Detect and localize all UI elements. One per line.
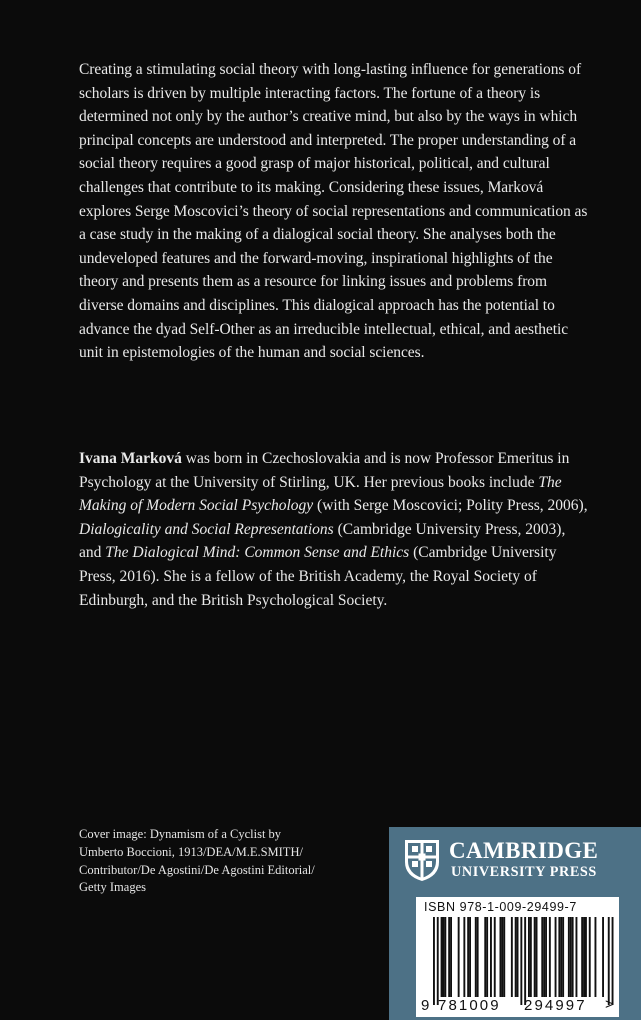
isbn-barcode bbox=[416, 897, 619, 1017]
barcode-bar bbox=[448, 917, 450, 997]
book-title-3: The Dialogical Mind: Common Sense and Ethics bbox=[105, 544, 410, 562]
book-blurb: Creating a stimulating social theory with long-lasting influence for generations of scholars is driven by multiple interacting factors. The fortune of a theory is determined not only by the author’s creative mind, but also by the ways in which principal concepts are understood and interpreted. The proper understanding of a social theory requires a good grasp of major historical, political, and cultural challenges that contribute to its making. Considering these issues, Marková explores Serge Moscovici’s theory of social representations and communication as a case study in the making of a dialogical social theory. She analyses both the undeveloped features and the forward-moving, inspirational highlights of the theory and presents them as a resource for linking issues and problems from diverse domains and disciplines. This dialogical approach has the potential to advance the dyad Self-Other as an irreducible intellectual, ethical, and aesthetic unit in epistemologies of the human and social sciences. bbox=[79, 61, 588, 362]
publisher-name: CAMBRIDGE bbox=[449, 838, 599, 863]
barcode-bar bbox=[443, 917, 445, 997]
barcode-bar bbox=[572, 917, 574, 997]
barcode-bar bbox=[469, 917, 471, 997]
barcode-bar bbox=[576, 917, 578, 997]
barcode-bar bbox=[501, 917, 503, 997]
barcode-bar bbox=[528, 917, 530, 997]
isbn-label: ISBN 978-1-009-29499-7 bbox=[424, 900, 577, 914]
cover-image-credit bbox=[79, 826, 369, 897]
barcode-bar bbox=[490, 917, 492, 997]
barcode-bar bbox=[463, 917, 465, 997]
barcode-bar bbox=[558, 917, 560, 997]
barcode-bar bbox=[444, 917, 446, 997]
barcode-bar bbox=[477, 917, 479, 997]
book-title-2: Dialogicality and Social Representations bbox=[79, 520, 334, 538]
barcode-bar bbox=[534, 917, 536, 997]
author-bio bbox=[79, 447, 591, 612]
barcode-bar bbox=[545, 917, 547, 997]
barcode-bar bbox=[520, 917, 522, 1005]
barcode-bar bbox=[503, 917, 505, 997]
credit-line: Umberto Boccioni, 1913/DEA/M.E.SMITH/ bbox=[79, 844, 303, 859]
barcode-bars bbox=[416, 897, 619, 1007]
publisher-panel bbox=[389, 827, 641, 1020]
barcode-bar bbox=[530, 917, 532, 997]
cambridge-shield-icon bbox=[403, 838, 441, 882]
barcode-quiet-zone-marker: > bbox=[605, 996, 614, 1013]
bio-text-1: was born in Czechoslovakia and is now Professor Emeritus in Psychology at the University of Stirling, UK. Her previous books include bbox=[79, 450, 570, 491]
barcode-bar bbox=[536, 917, 538, 997]
barcode-bar bbox=[467, 917, 469, 997]
barcode-bar bbox=[486, 917, 488, 997]
barcode-bar bbox=[570, 917, 572, 997]
barcode-bar bbox=[585, 917, 587, 997]
barcode-bar bbox=[541, 917, 543, 997]
barcode-bar bbox=[589, 917, 591, 997]
barcode-bar bbox=[549, 917, 551, 997]
barcode-left-digits: 781009 bbox=[438, 997, 501, 1014]
bio-text-4: (Cambridge University Press, 2016). She is a fellow of the British Academy, the Royal Society of Edinburgh, and the British Psychological Society. bbox=[79, 544, 557, 609]
barcode-bar bbox=[583, 917, 585, 997]
barcode-bar bbox=[568, 917, 570, 997]
author-name: Ivana Marková bbox=[79, 450, 182, 467]
barcode-bar bbox=[511, 917, 513, 997]
barcode-bar bbox=[560, 917, 562, 997]
barcode-bar bbox=[458, 917, 460, 997]
barcode-bar bbox=[515, 917, 517, 997]
barcode-bar bbox=[562, 917, 564, 997]
publisher-subname: UNIVERSITY PRESS bbox=[451, 864, 597, 880]
barcode-bar bbox=[555, 917, 557, 997]
barcode-bar bbox=[517, 917, 519, 997]
barcode-bar bbox=[450, 917, 452, 997]
barcode-bar bbox=[433, 917, 435, 1005]
barcode-bar bbox=[524, 917, 526, 1005]
barcode-bar bbox=[612, 917, 614, 1005]
barcode-bar bbox=[581, 917, 583, 997]
bio-text-3: (Cambridge University Press, 2003), and bbox=[79, 520, 566, 562]
credit-line: Cover image: Dynamism of a Cyclist by bbox=[79, 827, 282, 841]
barcode-bar bbox=[475, 917, 477, 997]
bio-text-2: (with Serge Moscovici; Polity Press, 2006), bbox=[313, 497, 588, 515]
book-title-1: The Making of Modern Social Psychology bbox=[79, 473, 562, 515]
barcode-bar bbox=[494, 917, 496, 997]
credit-line: Getty Images bbox=[79, 880, 146, 895]
credit-line: Contributor/De Agostini/De Agostini Editorial/ bbox=[79, 862, 315, 877]
barcode-bar bbox=[595, 917, 597, 997]
barcode-bar bbox=[500, 917, 502, 997]
barcode-bar bbox=[484, 917, 486, 997]
barcode-bar bbox=[602, 917, 604, 997]
barcode-bar bbox=[543, 917, 545, 997]
barcode-first-digit: 9 bbox=[421, 997, 430, 1014]
barcode-bar bbox=[437, 917, 439, 1005]
barcode-bar bbox=[608, 917, 610, 1005]
barcode-bar bbox=[441, 917, 443, 997]
barcode-right-digits: 294997 bbox=[524, 997, 587, 1014]
